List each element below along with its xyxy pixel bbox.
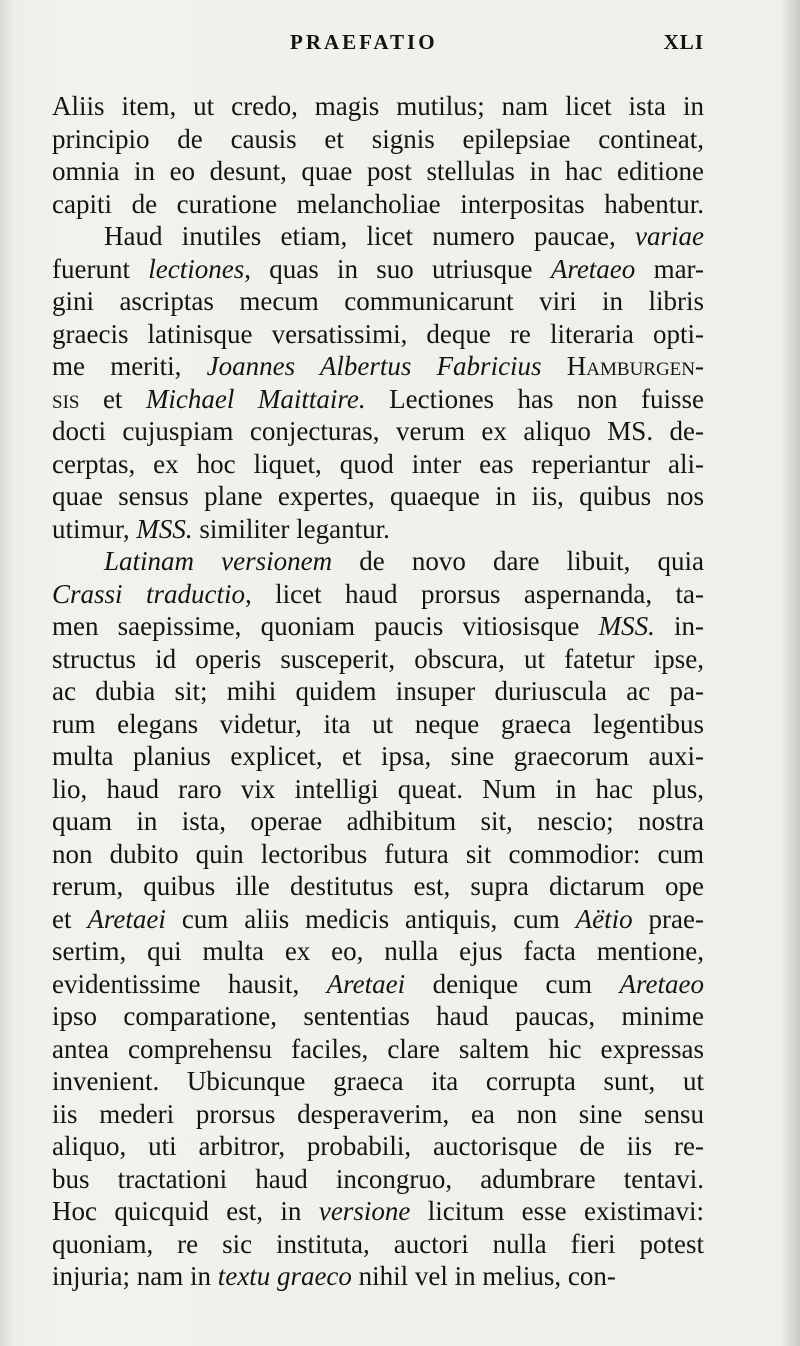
text-line: bus tractationi haud incongruo, adumbrare tentavi. xyxy=(52,1163,704,1194)
text-line: rerum, quibus ille destitutus est, supra dictarum ope xyxy=(52,871,704,901)
text-line: docti cujuspiam conjecturas, verum ex aliquo MS. de- xyxy=(52,416,704,446)
text-line: quae sensus plane expertes, quaeque in iis, quibus nos xyxy=(52,481,704,511)
text-line: evidentissime hausit, Aretaei denique cum Aretaeo xyxy=(52,968,704,999)
text-line: quam in ista, operae adhibitum sit, nescio; nostra xyxy=(52,806,704,836)
text-line: Haud inutiles etiam, licet numero paucae, variae xyxy=(104,221,704,251)
text-line: Latinam versionem de novo dare libuit, quia xyxy=(104,546,704,576)
text-line: me meriti, Joannes Albertus Fabricius Hamburgen- xyxy=(52,351,704,381)
text-line: iis mederi prorsus desperaverim, ea non sine sensu xyxy=(52,1098,704,1129)
text-line: sis et Michael Maittaire. Lectiones has non fuisse xyxy=(52,383,704,414)
text-line: omnia in eo desunt, quae post stellulas in hac editione xyxy=(52,156,704,186)
text-line: invenient. Ubicunque graeca ita corrupta sunt, ut xyxy=(52,1066,704,1096)
text-line: principio de causis et signis epilepsiae contineat, xyxy=(52,123,704,154)
text-line: lio, haud raro vix intelligi queat. Num in hac plus, xyxy=(52,773,704,804)
running-title: PRAEFATIO xyxy=(290,30,438,54)
text-line: sertim, qui multa ex eo, nulla ejus facta mentione, xyxy=(52,936,704,966)
body-text xyxy=(52,90,704,1293)
text-line: fuerunt lectiones, quas in suo utriusque Aretaeo mar- xyxy=(52,253,704,284)
page-number: XLI xyxy=(663,30,704,54)
text-line: quoniam, re sic instituta, auctori nulla fieri potest xyxy=(52,1228,704,1259)
text-line: men saepissime, quoniam paucis vitiosisque MSS. in- xyxy=(52,611,704,641)
text-line: Aliis item, ut credo, magis mutilus; nam licet ista in xyxy=(52,91,704,121)
text-line: Hoc quicquid est, in versione licitum esse existimavi: xyxy=(52,1196,704,1226)
text-line: gini ascriptas mecum communicarunt viri in libris xyxy=(52,286,704,316)
text-line: injuria; nam in textu graeco nihil vel in melius, con- xyxy=(52,1261,616,1291)
text-line: capiti de curatione melancholiae interpositas habentur. xyxy=(52,188,704,219)
page-header xyxy=(50,30,704,62)
text-line: ipso comparatione, sententias haud paucas, minime xyxy=(52,1001,704,1031)
text-line: multa planius explicet, et ipsa, sine graecorum auxi- xyxy=(52,741,704,771)
text-line: et Aretaei cum aliis medicis antiquis, cum Aëtio prae- xyxy=(52,903,704,934)
text-line: structus id operis susceperit, obscura, ut fatetur ipse, xyxy=(52,643,704,674)
text-line: non dubito quin lectoribus futura sit commodior: cum xyxy=(52,838,704,869)
text-line: graecis latinisque versatissimi, deque re literaria opti- xyxy=(52,318,704,349)
text-line: rum elegans videtur, ita ut neque graeca legentibus xyxy=(52,708,704,739)
text-line: utimur, MSS. similiter legantur. xyxy=(52,513,390,544)
text-line: Crassi traductio, licet haud prorsus aspernanda, ta- xyxy=(52,578,704,609)
text-line: antea comprehensu faciles, clare saltem hic expressas xyxy=(52,1033,704,1064)
text-line: ac dubia sit; mihi quidem insuper duriuscula ac pa- xyxy=(52,676,704,706)
text-line: aliquo, uti arbitror, probabili, auctorisque de iis re- xyxy=(52,1131,704,1161)
text-line: cerptas, ex hoc liquet, quod inter eas reperiantur ali- xyxy=(52,448,704,479)
